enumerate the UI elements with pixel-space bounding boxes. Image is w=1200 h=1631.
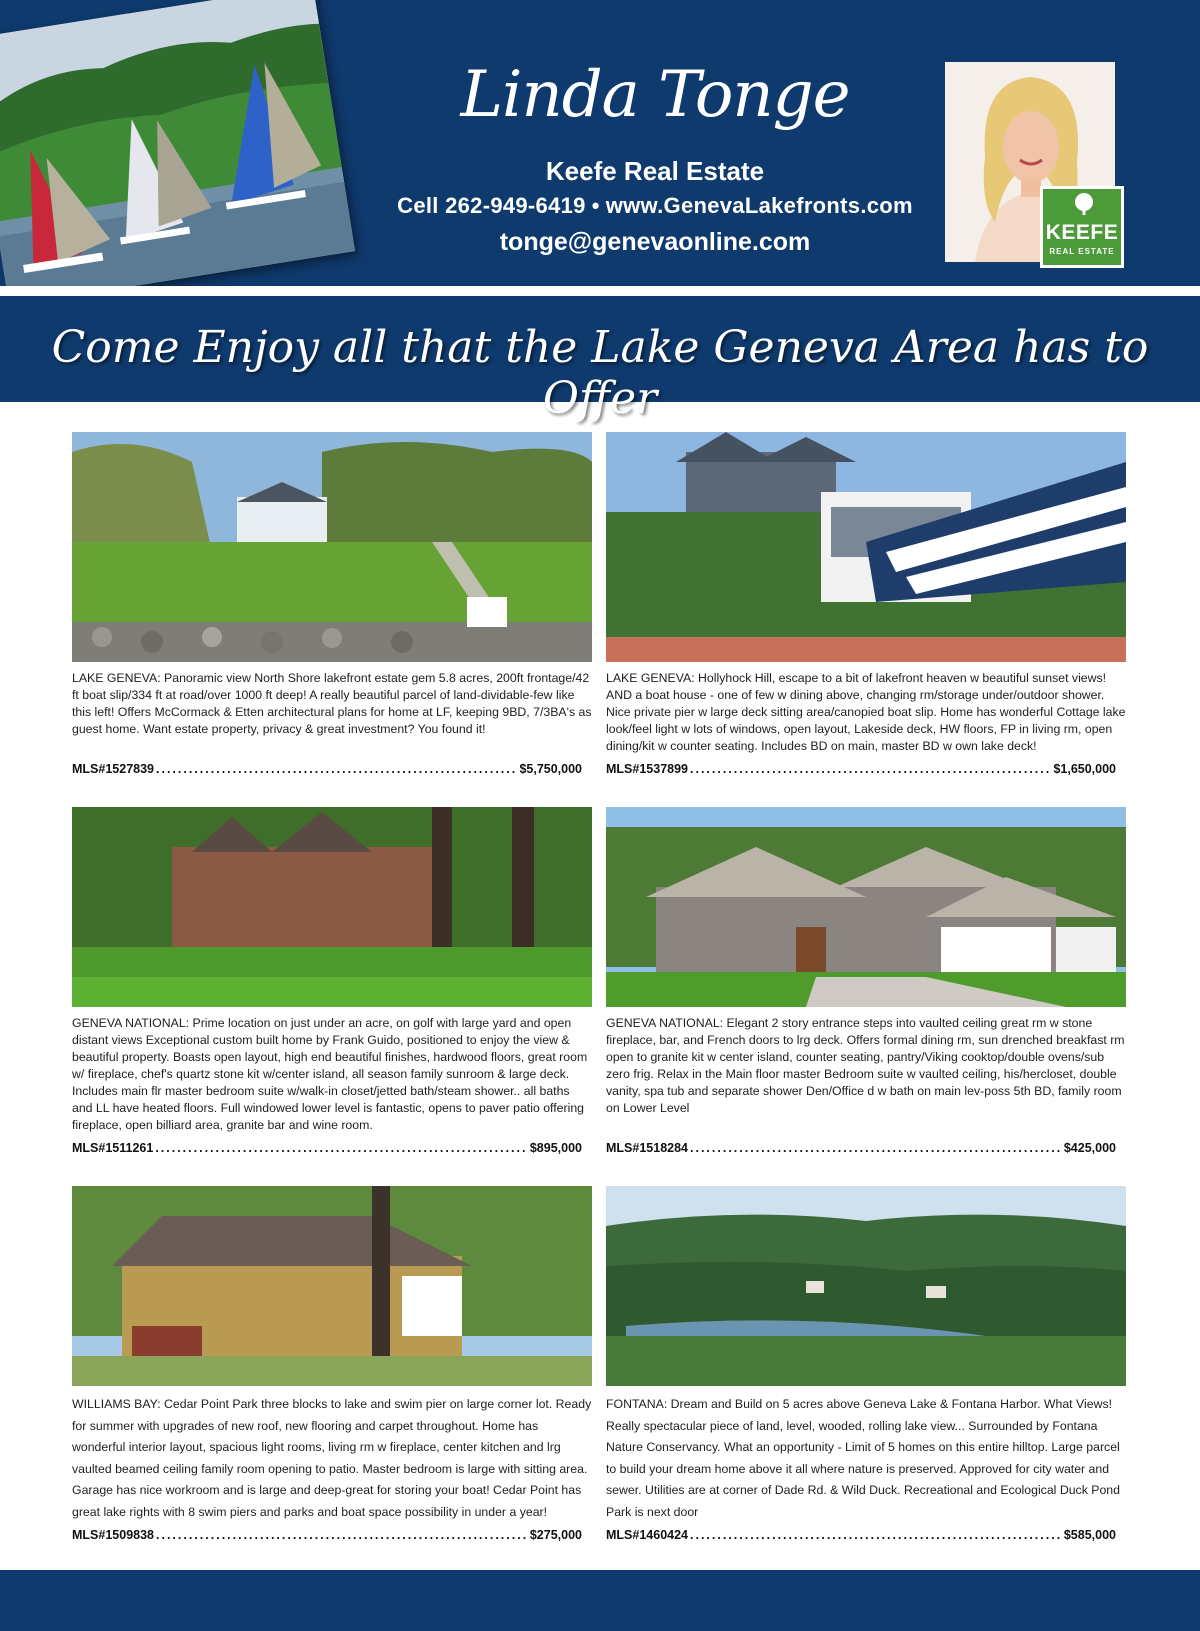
mls-number: MLS#1527839 bbox=[72, 762, 155, 776]
header bbox=[0, 0, 1200, 286]
listing-photo[interactable] bbox=[72, 432, 592, 662]
price: $5,750,000 bbox=[519, 762, 582, 776]
tree-icon bbox=[1070, 193, 1098, 215]
price: $275,000 bbox=[529, 1528, 582, 1542]
listing-description: GENEVA NATIONAL: Prime location on just under an acre, on golf with large yard and open distant views Exceptional custom built home by Frank Guido, positioned to enjoy the view & beautiful property. Boasts open layout, high end beautiful finishes, hardwood floors, great room w/ fireplace, chef's quartz stone kit w/center island, all season family sunroom & large deck. Includes main flr master bedroom suite w/walk-in closet/jetted bath/steam shower.. all baths and LL have heated floors. Full windowed lower level is fantastic, opens to paver patio offering fireplace, open billiard area, granite bar and wine room. bbox=[72, 1016, 588, 1132]
listing-photo[interactable] bbox=[606, 1186, 1126, 1386]
website-link[interactable]: www.GenevaLakefronts.com bbox=[605, 193, 913, 218]
listing-description: GENEVA NATIONAL: Elegant 2 story entrance steps into vaulted ceiling great rm w stone fireplace, bar, and French doors to lrg deck. Offers formal dining rm, sun drenched breakfast rm open to granite kit w center island, counter seating, pantry/Viking cooktop/double ovens/sub zero frig. Relax in the Main floor master Bedroom suite w vaulted ceiling, his/hercloset, double vanity, spa tub and separate shower Den/Office d w bath on main lev-poss 5th BD, family room on Lower Level bbox=[606, 1016, 1125, 1115]
price: $1,650,000 bbox=[1053, 762, 1116, 776]
keefe-logo bbox=[1040, 186, 1124, 268]
mls-number: MLS#1511261 bbox=[72, 1141, 154, 1155]
price: $425,000 bbox=[1063, 1141, 1116, 1155]
listing-photo[interactable] bbox=[72, 1186, 592, 1386]
logo-subtitle: REAL ESTATE bbox=[1049, 247, 1115, 256]
dot-leader bbox=[156, 762, 517, 776]
listing-description: WILLIAMS BAY: Cedar Point Park three blocks to lake and swim pier on large corner lot. Ready for summer with upgrades of new roof, new flooring and carpet throughout. Home has wonderful interior layout, spacious light rooms, living rm w fireplace, center kitchen and lrg vaulted beamed ceiling family room opening to patio. Master bedroom is large with sitting area. Garage has nice workroom and is large and deep-great for storing your boat! Cedar Point has great lake rights with 8 swim piers and parks and boat space possibility in under a year! bbox=[72, 1397, 592, 1519]
header-divider bbox=[0, 288, 1200, 294]
mls-number: MLS#1537899 bbox=[606, 762, 689, 776]
cell-phone[interactable]: Cell 262-949-6419 bbox=[397, 193, 586, 218]
email-link[interactable]: tonge@genevaonline.com bbox=[499, 228, 811, 256]
listing-description: LAKE GENEVA: Hollyhock Hill, escape to a bit of lakefront heaven w beautiful sunset views! AND a boat house - one of few w dining above, changing rm/storage under/outdoor shower. Nice private pier w large deck sitting area/canopied boat slip. Home has wonderful Cottage lake look/feel light w lots of windows, open layout, Lakeside deck, HW floors, FP in living rm, open dining/kit w counter seating. Includes BD on main, master BD w own lake deck! bbox=[606, 671, 1126, 753]
logo-word: KEEFE bbox=[1045, 221, 1119, 244]
dot-leader bbox=[155, 1141, 528, 1155]
listing-price-line bbox=[606, 1141, 1116, 1155]
tagline-banner bbox=[0, 296, 1200, 424]
sailboats-photo bbox=[0, 0, 355, 286]
separator: • bbox=[591, 193, 600, 218]
listing-description: FONTANA: Dream and Build on 5 acres above Geneva Lake & Fontana Harbor. What Views! Really spectacular piece of land, level, wooded, rolling lake view... Surrounded by Fontana Nature Conservancy. What an opportunity - Limit of 5 homes on this entire hilltop. Large parcel to build your dream home above it all where nature is preserved. Approved for city water and sewer. Utilities are at corner of Dade Rd. & Wild Duck. Recreational and Ecological Duck Pond Park is next door bbox=[606, 1397, 1120, 1519]
contact-line bbox=[330, 193, 980, 219]
price: $585,000 bbox=[1063, 1528, 1116, 1542]
mls-number: MLS#1518284 bbox=[606, 1141, 689, 1155]
listing-price-line bbox=[72, 1528, 582, 1542]
dot-leader bbox=[690, 1141, 1062, 1155]
footer-band bbox=[0, 1570, 1200, 1631]
listing-photo[interactable] bbox=[72, 807, 592, 1007]
listing-price-line bbox=[606, 1528, 1116, 1542]
listing-price-line bbox=[72, 1141, 582, 1155]
listing-photo[interactable] bbox=[606, 807, 1126, 1007]
dot-leader bbox=[690, 762, 1051, 776]
listing-photo[interactable] bbox=[606, 432, 1126, 662]
listing-description: LAKE GENEVA: Panoramic view North Shore lakefront estate gem 5.8 acres, 200ft frontage/42 ft boat slip/334 ft at road/over 1000 ft deep! A really beautiful parcel of land-dividable-few like this left! Offers McCormack & Etten architectural plans for home at LF, keeping 9BD, 7/3BA's as guest home. Want estate property, privacy & great investment? You found it! bbox=[72, 671, 592, 736]
agent-name: Linda Tonge bbox=[460, 58, 850, 132]
mls-number: MLS#1509838 bbox=[72, 1528, 155, 1542]
tagline: Come Enjoy all that the Lake Geneva Area has to Offer bbox=[51, 322, 1149, 424]
price: $895,000 bbox=[529, 1141, 582, 1155]
mls-number: MLS#1460424 bbox=[606, 1528, 689, 1542]
dot-leader bbox=[156, 1528, 528, 1542]
listing-price-line bbox=[72, 762, 582, 776]
company-name: Keefe Real Estate bbox=[545, 156, 765, 186]
listing-price-line bbox=[606, 762, 1116, 776]
dot-leader bbox=[690, 1528, 1062, 1542]
